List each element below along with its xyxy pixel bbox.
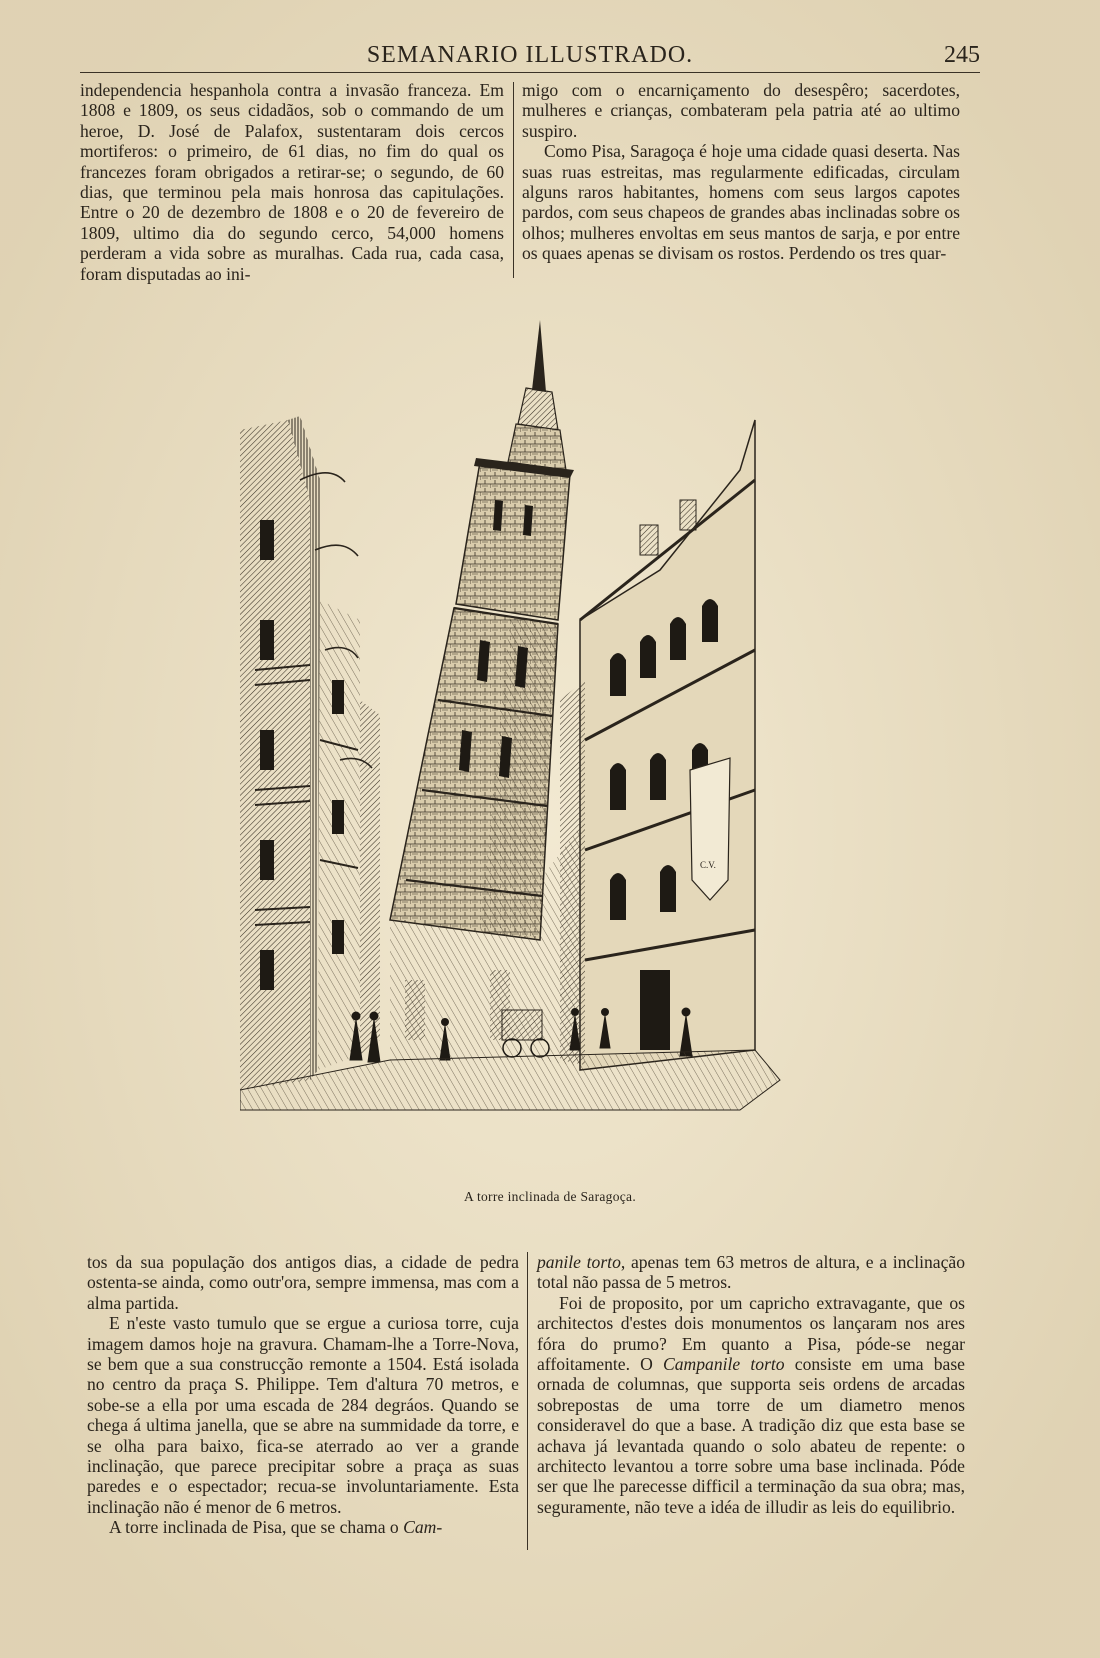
italic-run: Cam- [403, 1517, 443, 1538]
paragraph: independencia hespanhola contra a invasão franceza. Em 1808 e 1809, os seus cidadãos, sob o commando de um heroe, D. José de Palafox, sustentaram dois cercos mortiferos: o primeiro, de 61 dias, no fim do qual os francezes foram obrigados a retirar-se; o segundo, de 60 dias, que terminou pela mais honrosa das capitulações. Entre o 20 de dezembro de 1808 e o 20 de fevereiro de 1809, ultimo dia do segundo cerco, 54,000 homens perderam a vida sobre as muralhas. Cada rua, cada casa, foram disputadas ao ini- [80, 80, 504, 284]
left-buildings [240, 416, 380, 1090]
right-buildings [540, 420, 755, 1070]
text-run: Foi de proposito, por um capricho extravagante, que os architectos d'estes dois monumentos os lançaram nos ares fóra do prumo? Em quanto a Pisa, póde-se negar affoitamente. O [537, 1292, 965, 1375]
paragraph: tos da sua população dos antigos dias, a cidade de pedra ostenta-se ainda, como outr'ora, sempre immensa, mas com a alma partida. [87, 1252, 519, 1313]
column-divider [513, 82, 514, 278]
bottom-left-column [87, 1252, 519, 1538]
text-run: , apenas tem 63 metros de altura, e a inclinação total não passa de 5 metros. [537, 1252, 965, 1293]
text-run: consiste em uma base ornada de columnas, que supporta seis ordens de arcadas sobrepostas de uma torre de um diametro menos consideravel do que a base. A tradição diz que esta base se achava já levantada quando o solo abateu de repente: o architecto levantou a torre sobre uma base inclinada. Póde ser que lhe parecesse difficil a terminação da sua obra; mas, seguramente, não teve a idéa de illudir as leis do equilibrio. [537, 1354, 965, 1517]
text-run: A torre inclinada de Pisa, que se chama o [109, 1517, 404, 1538]
engraver-monogram: C.V. [700, 860, 716, 870]
leaning-tower [390, 320, 574, 940]
illustration-caption: A torre inclinada de Saragoça. [463, 1189, 637, 1204]
publication-title: SEMANARIO ILLUSTRADO. [366, 42, 694, 68]
paragraph [87, 1517, 519, 1537]
page-header [80, 38, 980, 73]
top-left-column [80, 80, 504, 284]
bottom-right-column [537, 1252, 965, 1517]
paragraph: E n'este vasto tumulo que se ergue a curiosa torre, cuja imagem damos hoje na gravura. Chamam-lhe a Torre-Nova, se bem que a sua construcção remonte a 1504. Está isolada no centro da praça S. Philippe. Tem d'altura 70 metros, e sobe-se a ella por uma escada de 284 degráos. Quando se chega á ultima janella, que se abre na summidade da torre, e se olha para baixo, fica-se aterrado ao ver a grande inclinação, que parece precipitar sobre a praça as suas paredes e o espectador; recua-se involuntariamente. Esta inclinação não é menor de 6 metros. [87, 1313, 519, 1517]
leaning-tower-engraving [240, 320, 820, 1152]
paragraph: migo com o encarniçamento do desespêro; sacerdotes, mulheres e crianças, combateram pela patria até ao ultimo suspiro. [522, 80, 960, 141]
paragraph: Como Pisa, Saragoça é hoje uma cidade quasi deserta. Nas suas ruas estreitas, mas regularmente edificadas, circulam alguns raros habitantes, homens com seus largos capotes pardos, com seus chapeos de grandes abas inclinadas sobre os olhos; mulheres envoltas em seus mantos de sarja, e por entre os quaes apenas se divisam os rostos. Perdendo os tres quar- [522, 141, 960, 264]
paragraph [537, 1252, 965, 1293]
page-number: 245 [944, 42, 980, 68]
italic-run: panile torto [537, 1252, 621, 1272]
italic-run: Campanile torto [663, 1354, 785, 1375]
paragraph [537, 1293, 965, 1517]
column-divider [527, 1252, 528, 1550]
top-right-column [522, 80, 960, 264]
